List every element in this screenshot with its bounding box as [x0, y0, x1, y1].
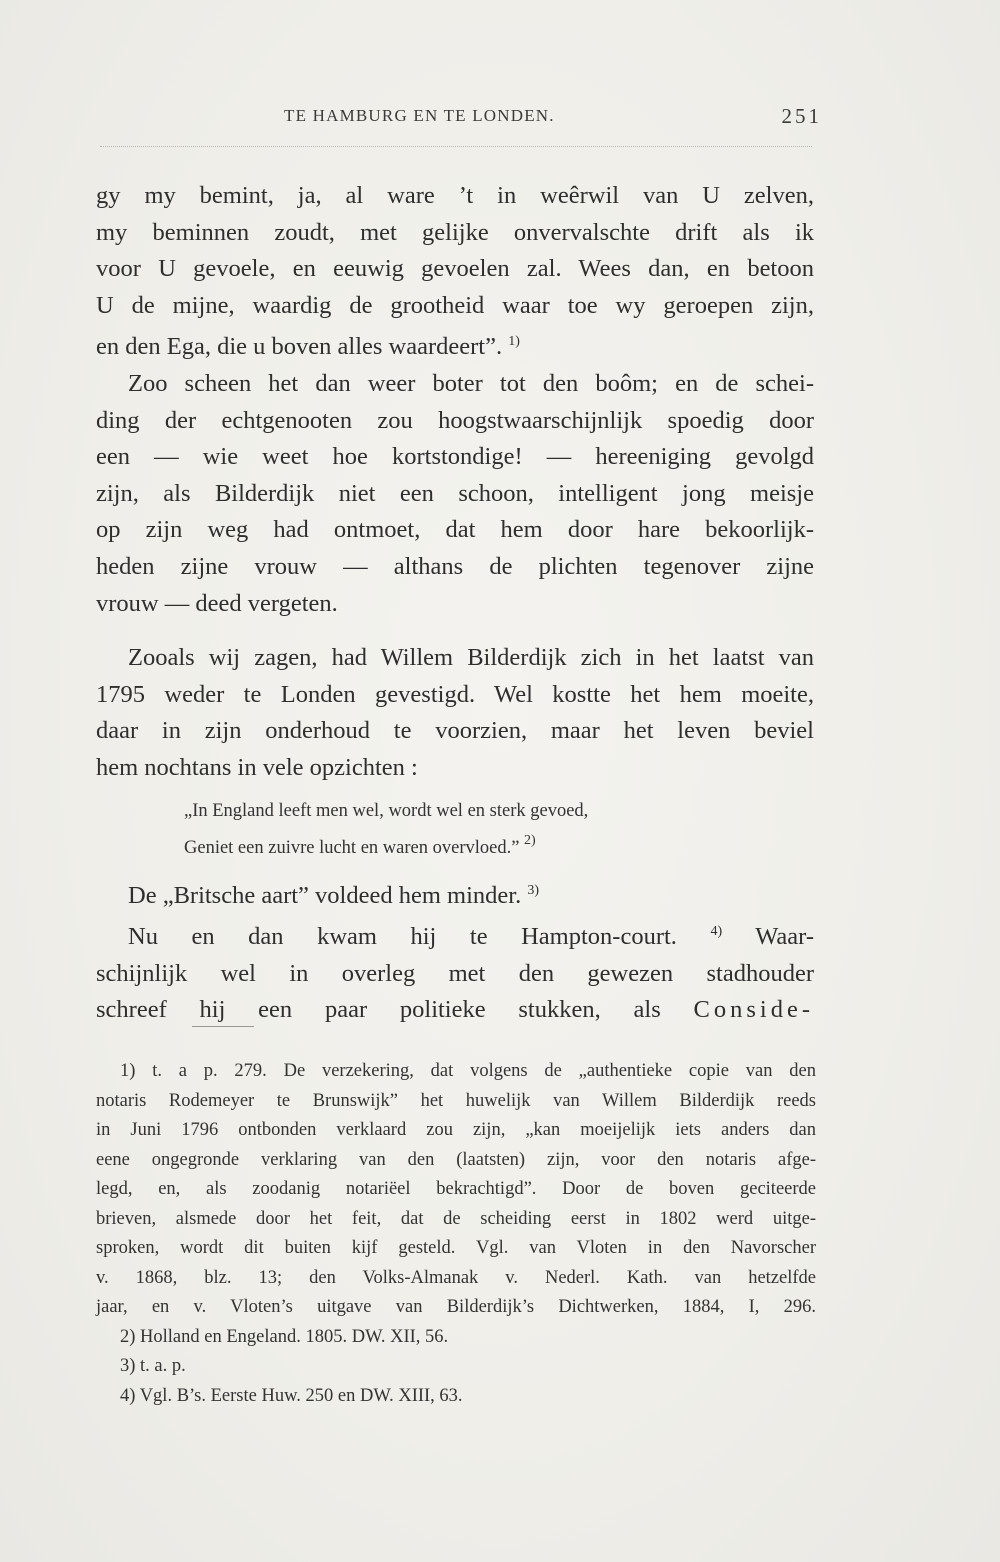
text-fragment: De „Britsche aart” voldeed hem minder.	[128, 881, 522, 909]
text-fragment: en den Ega, die u boven alles waardeert”.	[96, 333, 503, 361]
header-rule	[100, 146, 812, 149]
footnote-line: 1) t. a p. 279. De verzekering, dat volgens de „authentieke copie van den	[120, 1061, 816, 1081]
text-line: gy my bemint, ja, al ware ’t in weêrwil van U zelven,	[96, 182, 814, 209]
footnote-line: brieven, alsmede door het feit, dat de scheiding eerst in 1802 werd uitge-	[96, 1208, 816, 1229]
text-line	[96, 873, 814, 915]
footnotes	[96, 1057, 816, 1411]
verse-quote	[96, 797, 814, 863]
text-line: heden zijne vrouw — althans de plichten tegenover zijne	[96, 552, 814, 580]
text-fragment: Geniet een zuivre lucht en waren overvloed.”	[184, 837, 520, 858]
text-line: Zooals wij zagen, had Willem Bilderdijk zich in het laatst van	[128, 644, 814, 672]
footnote-ref: 3)	[527, 882, 540, 898]
footnote-line: sproken, wordt dit buiten kijf gesteld. Vgl. van Vloten in den Navorscher	[96, 1238, 816, 1258]
text-line	[96, 324, 814, 366]
footnote-line: legd, en, als zoodanig notariëel bekrachtigd”. Door de boven geciteerde	[96, 1179, 816, 1199]
text-fragment: Waar-	[755, 923, 815, 951]
text-fragment: Nu en dan kwam hij te Hampton-court.	[128, 923, 677, 951]
footnote-line: in Juni 1796 ontbonden verklaard zou zijn, „kan moeijelijk iets anders dan	[96, 1120, 816, 1140]
text-line: Zoo scheen het dan weer boter tot den boôm; en de schei-	[128, 369, 814, 397]
footnote-line: notaris Rodemeyer te Brunswijk” het huwelijk van Willem Bilderdijk reeds	[96, 1090, 816, 1111]
text-line	[96, 992, 814, 1029]
text-fragment: schreef hij een paar politieke stukken, als	[96, 996, 661, 1024]
footnote-line: eene ongegronde verklaring van den (laatsten) zijn, voor den notaris afge-	[96, 1149, 816, 1170]
text-line: voor U gevoele, en eeuwig gevoelen zal. Wees dan, en betoon	[96, 255, 814, 283]
footnote-ref: 1)	[508, 334, 520, 350]
footnote-line: jaar, en v. Vloten’s uitgave van Bilderdijk’s Dichtwerken, 1884, I, 296.	[96, 1297, 816, 1317]
footnote-ref: 4)	[710, 924, 723, 940]
text-line: een — wie weet hoe kortstondige! — hereeniging gevolgd	[96, 443, 814, 471]
page-number: 251	[781, 104, 822, 128]
footnote-separator	[192, 1026, 254, 1027]
footnote-4: 4) Vgl. B’s. Eerste Huw. 250 en DW. XIII, 63.	[120, 1385, 463, 1406]
footnote-ref: 2)	[524, 832, 536, 848]
text-line: op zijn weg had ontmoet, dat hem door hare bekoorlijk-	[96, 516, 814, 544]
main-text	[96, 178, 814, 1029]
footnote-line: v. 1868, blz. 13; den Volks-Almanak v. Nederl. Kath. van hetzelfde	[96, 1267, 816, 1288]
spaced-title: Conside-	[693, 996, 815, 1024]
verse-line	[184, 826, 814, 863]
running-head: TE HAMBURG EN TE LONDEN.	[284, 106, 555, 125]
text-line: my beminnen zoudt, met gelijke onvervalschte drift als ik	[96, 218, 814, 246]
text-line: 1795 weder te Londen gevestigd. Wel kostte het hem moeite,	[96, 680, 814, 708]
text-line: vrouw — deed vergeten.	[96, 589, 338, 617]
text-line: U de mijne, waardig de grootheid waar toe wy geroepen zijn,	[96, 291, 814, 319]
text-line: daar in zijn onderhoud te voorzien, maar het leven beviel	[96, 717, 814, 745]
footnote-3: 3) t. a. p.	[120, 1356, 186, 1376]
text-line: zijn, als Bilderdijk niet een schoon, intelligent jong meisje	[96, 479, 814, 507]
text-line: hem nochtans in vele opzichten :	[96, 753, 418, 781]
text-line: ding der echtgenooten zou hoogstwaarschijnlijk spoedig door	[96, 406, 814, 434]
text-line	[96, 914, 814, 956]
verse-line: „In England leeft men wel, wordt wel en sterk gevoed,	[184, 800, 589, 821]
footnote-2: 2) Holland en Engeland. 1805. DW. XII, 56.	[120, 1326, 449, 1347]
paragraph-gap	[96, 622, 814, 640]
text-line: schijnlijk wel in overleg met den gewezen stadhouder	[96, 959, 814, 987]
page-header	[96, 104, 822, 134]
